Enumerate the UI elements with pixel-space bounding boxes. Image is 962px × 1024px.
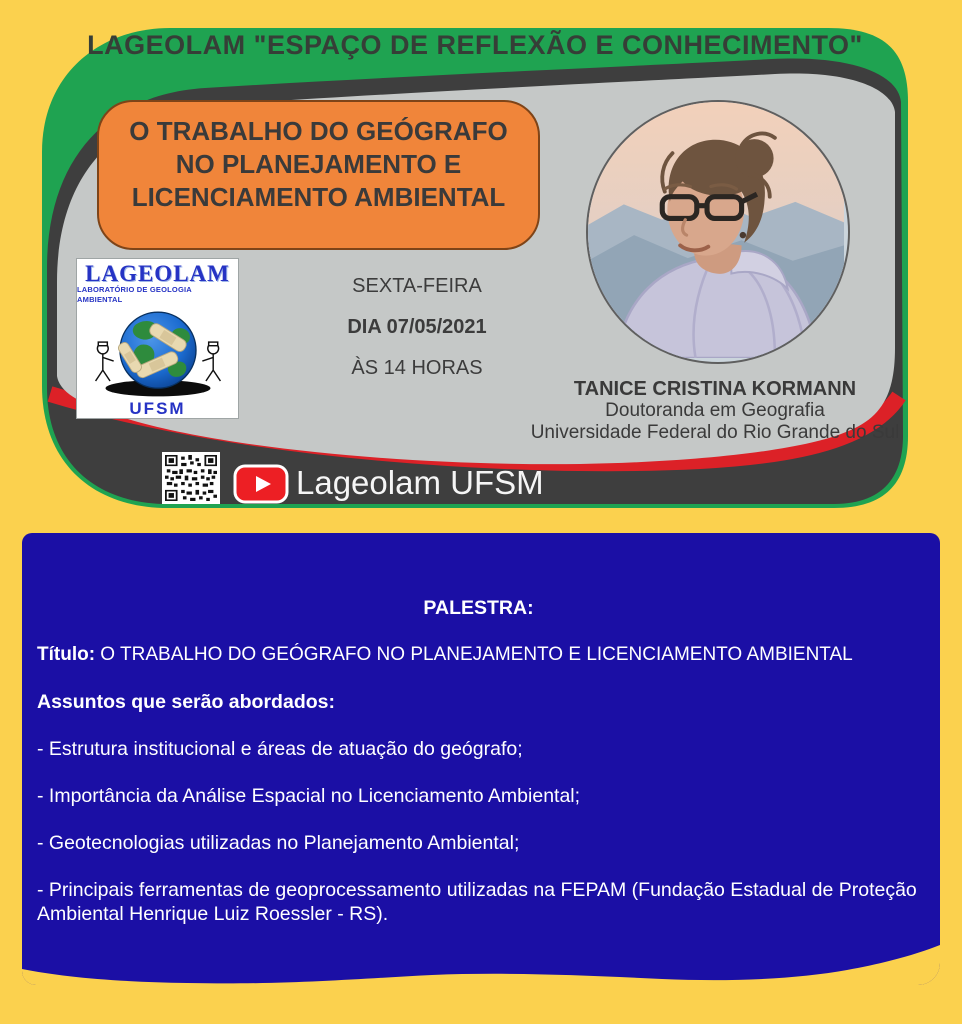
schedule-time: ÀS 14 HORAS (351, 357, 483, 379)
speaker-university: Universidade Federal do Rio Grande do Sul (530, 422, 900, 443)
youtube-channel-link[interactable] (233, 464, 289, 504)
speaker-photo (586, 100, 850, 364)
talk-title-line: LICENCIAMENTO AMBIENTAL (131, 181, 506, 212)
topic-item: - Geotecnologias utilizadas no Planejamento Ambiental; (37, 832, 520, 854)
banner-title: LAGEOLAM "ESPAÇO DE REFLEXÃO E CONHECIMENTO" (87, 30, 863, 60)
palestra-title-text: O TRABALHO DO GEÓGRAFO NO PLANEJAMENTO E LICENCIAMENTO AMBIENTAL (95, 644, 853, 665)
lageolam-logo (76, 258, 239, 419)
topic-item: - Estrutura institucional e áreas de atuação do geógrafo; (37, 738, 523, 760)
torn-bottom-edge (22, 939, 940, 985)
palestra-title-line (37, 643, 920, 667)
talk-title-line: O TRABALHO DO GEÓGRAFO (129, 115, 508, 146)
topics-label: Assuntos que serão abordados: (37, 691, 335, 713)
talk-title-line: NO PLANEJAMENTO E (175, 148, 462, 179)
schedule-day: SEXTA-FEIRA (352, 275, 482, 297)
logo-subtitle: LABORATÓRIO DE GEOLOGIA AMBIENTAL (77, 285, 192, 304)
globe-bandaid-icon (83, 305, 233, 400)
topic-item: - Principais ferramentas de geoprocessamento utilizadas na FEPAM (Fundação Estadual de Proteção Ambiental Henrique Luiz Roessler - RS). (37, 879, 917, 925)
channel-name[interactable]: Lageolam UFSM (296, 464, 544, 501)
logo-org: UFSM (129, 399, 186, 418)
qr-code[interactable] (162, 452, 220, 504)
palestra-title-label: Título: (37, 644, 96, 665)
speaker-info (500, 378, 930, 444)
palestra-heading: PALESTRA: (423, 597, 534, 619)
schedule-date: DIA 07/05/2021 (347, 316, 487, 338)
speaker-portrait-illustration (588, 102, 844, 358)
palestra-section (22, 533, 940, 985)
speaker-role: Doutoranda em Geografia (605, 400, 825, 421)
speaker-name: TANICE CRISTINA KORMANN (573, 378, 857, 400)
logo-name: LAGEOLAM (85, 261, 230, 286)
topic-item: - Importância da Análise Espacial no Licenciamento Ambiental; (37, 785, 581, 807)
qr-code-icon (165, 455, 217, 501)
youtube-play-icon (233, 464, 289, 504)
talk-title-box (97, 100, 540, 250)
